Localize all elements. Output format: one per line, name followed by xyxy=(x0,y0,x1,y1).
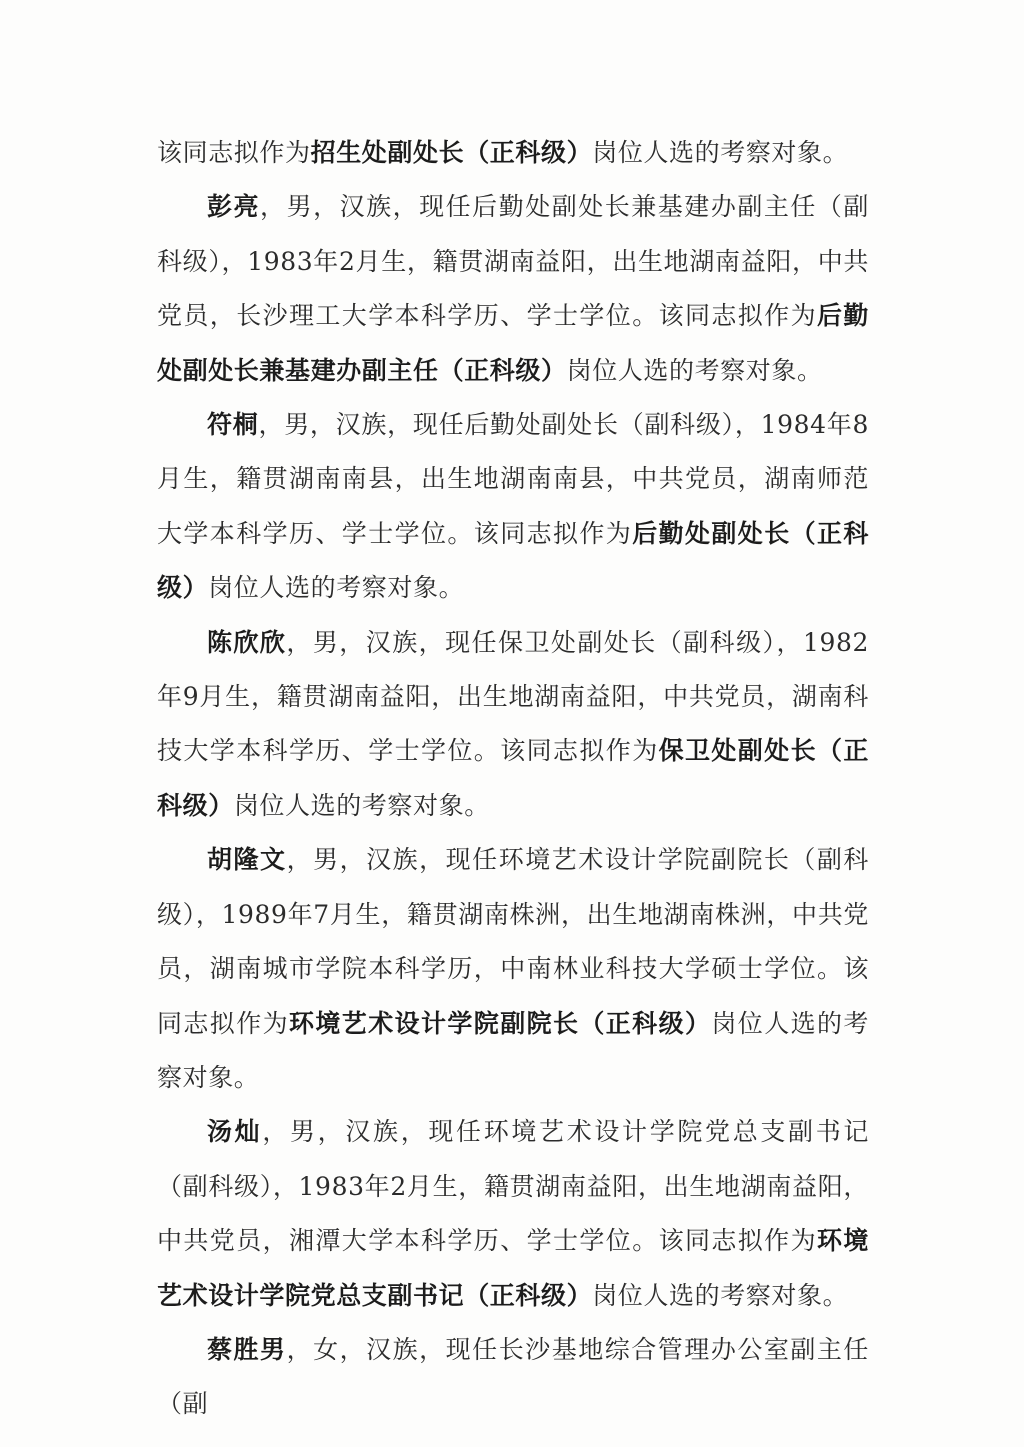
paragraph-3-outro: 岗位人选的考察对象。 xyxy=(208,573,465,603)
paragraph-1-outro: 岗位人选的考察对象。 xyxy=(592,138,849,167)
paragraph-4-outro: 岗位人选的考察对象。 xyxy=(233,790,490,820)
paragraph-2-intro: ，男，汉族，现任后勤处副处长兼基建办副主任（副科级），1983年2月生，籍贯湖南益阳，出生地湖南益阳，中共党员，长沙理工大学本科学历、学士学位。该同志拟作为 xyxy=(157,192,870,331)
paragraph-6 xyxy=(157,1105,869,1323)
paragraph-2-post: 后勤处副处长兼基建办副主任（正科级） xyxy=(157,301,869,385)
paragraph-7 xyxy=(157,1323,869,1432)
paragraph-3-post: 后勤处副处长（正科级） xyxy=(157,518,869,603)
paragraph-7-name: 蔡胜男 xyxy=(207,1334,287,1364)
paragraph-6-intro: ，男，汉族，现任环境艺术设计学院党总支副书记（副科级），1983年2月生，籍贯湖南益阳，出生地湖南益阳，中共党员，湘潭大学本科学历、学士学位。该同志拟作为 xyxy=(157,1117,870,1256)
paragraph-5-name: 胡隆文 xyxy=(207,845,287,875)
paragraph-6-name: 汤灿 xyxy=(207,1117,263,1147)
paragraph-4 xyxy=(157,616,869,834)
paragraph-1-intro: 该同志拟作为 xyxy=(157,138,311,167)
paragraph-5-intro: ，男，汉族，现任环境艺术设计学院副院长（副科级），1989年7月生，籍贯湖南株洲，出生地湖南株洲，中共党员，湖南城市学院本科学历，中南林业科技大学硕士学位。该同志拟作为 xyxy=(157,845,870,1038)
paragraph-3-name: 符桐 xyxy=(207,410,259,440)
paragraph-4-intro: ，男，汉族，现任保卫处副处长（副科级），1982年9月生，籍贯湖南益阳，出生地湖南益阳，中共党员，湖南科技大学本科学历、学士学位。该同志拟作为 xyxy=(157,627,869,766)
paragraph-2-name: 彭亮 xyxy=(207,192,261,222)
paragraph-2 xyxy=(157,180,869,398)
document-body xyxy=(157,126,869,1432)
paragraph-1 xyxy=(157,126,869,180)
paragraph-6-outro: 岗位人选的考察对象。 xyxy=(592,1280,849,1310)
paragraph-4-name: 陈欣欣 xyxy=(207,627,287,657)
paragraph-6-post: 环境艺术设计学院党总支副书记（正科级） xyxy=(157,1226,869,1310)
paragraph-2-outro: 岗位人选的考察对象。 xyxy=(566,355,823,385)
paragraph-1-post: 招生处副处长（正科级） xyxy=(310,138,593,167)
paragraph-5-post: 环境艺术设计学院副院长（正科级） xyxy=(289,1008,712,1038)
paragraph-4-post: 保卫处副处长（正科级） xyxy=(157,736,869,820)
paragraph-3-intro: ，男，汉族，现任后勤处副处长（副科级），1984年8月生，籍贯湖南南县，出生地湖南南县，中共党员，湖南师范大学本科学历、学士学位。该同志拟作为 xyxy=(157,410,869,548)
paragraph-5 xyxy=(157,833,869,1105)
paragraph-7-intro: ，女，汉族，现任长沙基地综合管理办公室副主任（副 xyxy=(157,1334,870,1419)
paragraph-3 xyxy=(157,398,869,616)
paragraph-5-outro: 岗位人选的考察对象。 xyxy=(157,1008,869,1092)
